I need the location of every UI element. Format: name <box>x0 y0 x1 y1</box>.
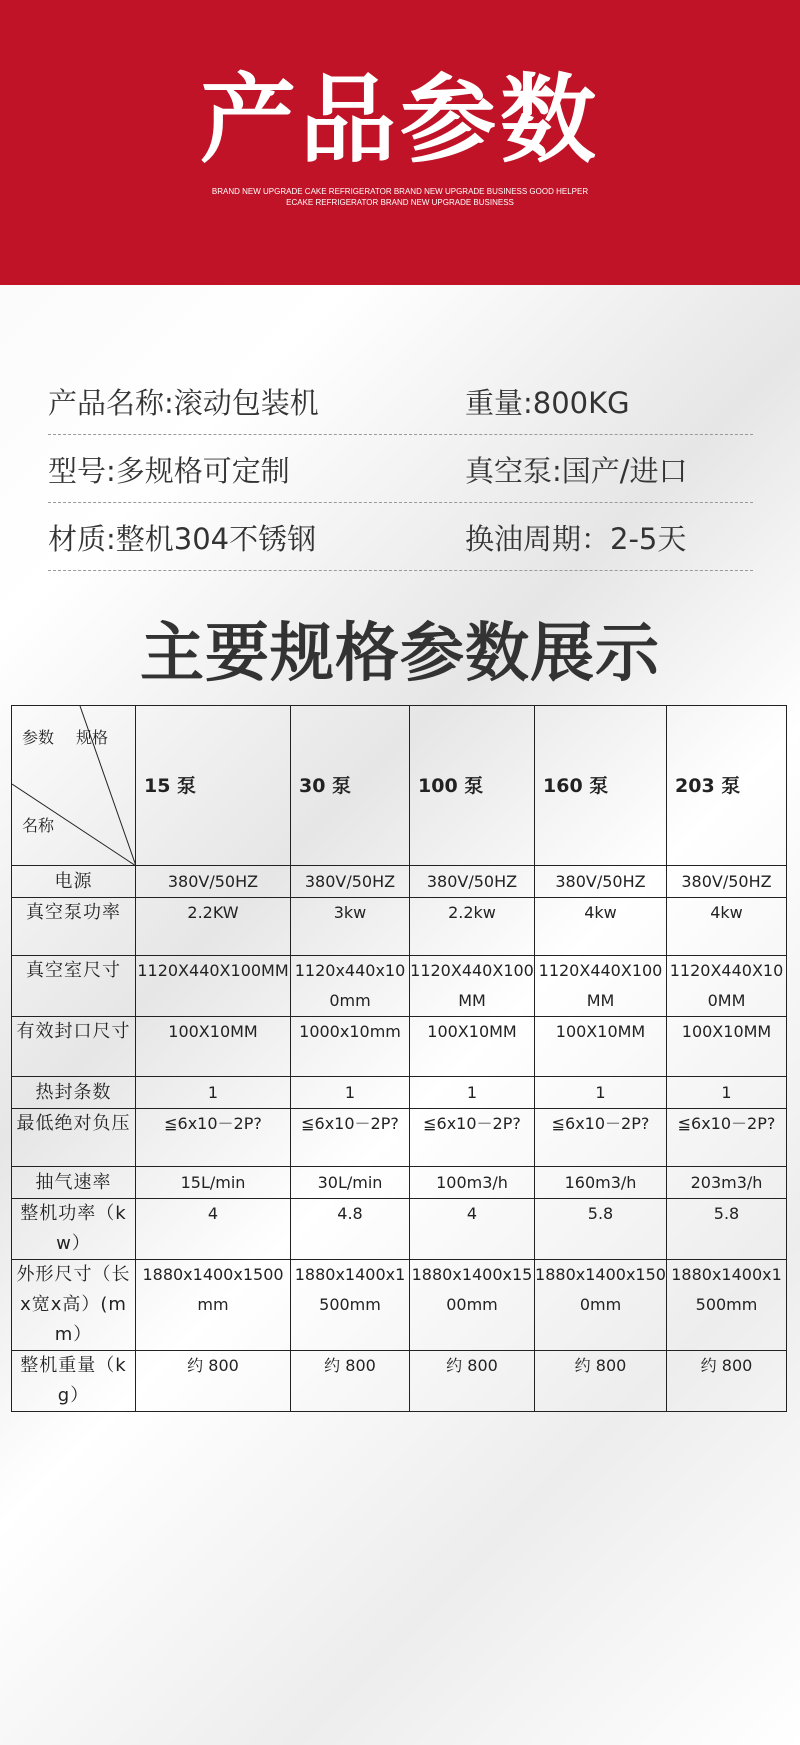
info-material: 材质:整机304不锈钢 <box>48 522 317 556</box>
info-row <box>48 367 753 435</box>
table-cell: 100X10MM <box>410 1017 535 1077</box>
table-cell: 380V/50HZ <box>291 866 410 898</box>
table-cell: 2.2KW <box>136 898 291 956</box>
table-cell: 1 <box>410 1077 535 1109</box>
info-model: 型号:多规格可定制 <box>48 454 290 488</box>
table-cell: 30L/min <box>291 1167 410 1199</box>
column-header: 100 泵 <box>410 706 535 866</box>
table-cell: 4 <box>410 1199 535 1260</box>
row-label: 最低绝对负压 <box>12 1109 136 1167</box>
table-cell: 3kw <box>291 898 410 956</box>
row-label: 真空泵功率 <box>12 898 136 956</box>
table-cell: 1 <box>535 1077 667 1109</box>
column-header: 15 泵 <box>136 706 291 866</box>
table-row <box>12 956 787 1017</box>
row-label: 有效封口尺寸 <box>12 1017 136 1077</box>
column-header: 203 泵 <box>667 706 787 866</box>
info-product-name: 产品名称:滚动包装机 <box>48 386 319 420</box>
table-cell: 1 <box>136 1077 291 1109</box>
table-cell: 1120X440X100MM <box>410 956 535 1017</box>
table-cell: 1120x440x100mm <box>291 956 410 1017</box>
table-cell: 约 800 <box>667 1351 787 1412</box>
info-row <box>48 503 753 571</box>
table-cell: 1120X440X100MM <box>136 956 291 1017</box>
table-row <box>12 1017 787 1077</box>
table-cell: 1 <box>291 1077 410 1109</box>
table-cell: ≦6x10－2P? <box>667 1109 787 1167</box>
corner-label-name: 名称 <box>22 816 55 835</box>
table-cell: 1120X440X100MM <box>667 956 787 1017</box>
table-cell: 2.2kw <box>410 898 535 956</box>
column-header: 160 泵 <box>535 706 667 866</box>
table-cell: 380V/50HZ <box>136 866 291 898</box>
table-cell: 4.8 <box>291 1199 410 1260</box>
row-label: 整机功率（kw） <box>12 1199 136 1260</box>
table-cell: ≦6x10－2P? <box>535 1109 667 1167</box>
table-row <box>12 1199 787 1260</box>
table-cell: 1880x1400x1500mm <box>136 1260 291 1351</box>
table-cell: 1000x10mm <box>291 1017 410 1077</box>
table-cell: 约 800 <box>136 1351 291 1412</box>
column-header: 30 泵 <box>291 706 410 866</box>
row-label: 真空室尺寸 <box>12 956 136 1017</box>
table-cell: 1880x1400x1500mm <box>535 1260 667 1351</box>
table-cell: 约 800 <box>291 1351 410 1412</box>
table-cell: 4 <box>136 1199 291 1260</box>
table-cell: 100m3/h <box>410 1167 535 1199</box>
table-cell: 203m3/h <box>667 1167 787 1199</box>
table-cell: 1880x1400x1500mm <box>291 1260 410 1351</box>
table-cell: ≦6x10－2P? <box>410 1109 535 1167</box>
table-row <box>12 1077 787 1109</box>
table-cell: 约 800 <box>535 1351 667 1412</box>
banner-title: 产品参数 <box>200 64 600 176</box>
table-cell: 100X10MM <box>535 1017 667 1077</box>
table-cell: 4kw <box>667 898 787 956</box>
info-vacuum-pump: 真空泵:国产/进口 <box>465 454 688 488</box>
corner-label-spec: 规格 <box>76 728 109 747</box>
header-banner <box>0 0 800 285</box>
table-corner-cell <box>12 706 136 866</box>
table-cell: 15L/min <box>136 1167 291 1199</box>
table-cell: ≦6x10－2P? <box>136 1109 291 1167</box>
table-cell: 380V/50HZ <box>535 866 667 898</box>
table-row <box>12 1351 787 1412</box>
corner-label-param: 参数 <box>22 728 55 747</box>
table-cell: 160m3/h <box>535 1167 667 1199</box>
spec-table <box>11 705 787 1412</box>
table-cell: 1880x1400x1500mm <box>410 1260 535 1351</box>
banner-subtitle <box>0 186 800 208</box>
product-info <box>48 367 753 571</box>
table-row <box>12 1260 787 1351</box>
table-cell: 5.8 <box>535 1199 667 1260</box>
table-cell: 约 800 <box>410 1351 535 1412</box>
table-cell: 100X10MM <box>136 1017 291 1077</box>
info-row <box>48 435 753 503</box>
row-label: 抽气速率 <box>12 1167 136 1199</box>
info-weight: 重量:800KG <box>465 386 630 420</box>
table-row <box>12 866 787 898</box>
row-label: 整机重量（kg） <box>12 1351 136 1412</box>
row-label: 外形尺寸（长x宽x高）(mm） <box>12 1260 136 1351</box>
banner-subtitle-line-2: ECAKE REFRIGERATOR BRAND NEW UPGRADE BUSINESS <box>286 198 514 207</box>
banner-subtitle-line-1: BRAND NEW UPGRADE CAKE REFRIGERATOR BRAND NEW UPGRADE BUSINESS GOOD HELPER <box>211 187 589 196</box>
table-cell: 1 <box>667 1077 787 1109</box>
table-cell: 5.8 <box>667 1199 787 1260</box>
info-oil-change: 换油周期：2-5天 <box>465 522 687 556</box>
section-title: 主要规格参数展示 <box>140 617 660 691</box>
table-row <box>12 1109 787 1167</box>
table-cell: 1120X440X100MM <box>535 956 667 1017</box>
table-row <box>12 898 787 956</box>
table-cell: 4kw <box>535 898 667 956</box>
table-cell: 1880x1400x1500mm <box>667 1260 787 1351</box>
row-label: 热封条数 <box>12 1077 136 1109</box>
table-header-row <box>12 706 787 866</box>
table-row <box>12 1167 787 1199</box>
table-cell: 100X10MM <box>667 1017 787 1077</box>
row-label: 电源 <box>12 866 136 898</box>
table-cell: 380V/50HZ <box>410 866 535 898</box>
table-cell: ≦6x10－2P? <box>291 1109 410 1167</box>
table-cell: 380V/50HZ <box>667 866 787 898</box>
